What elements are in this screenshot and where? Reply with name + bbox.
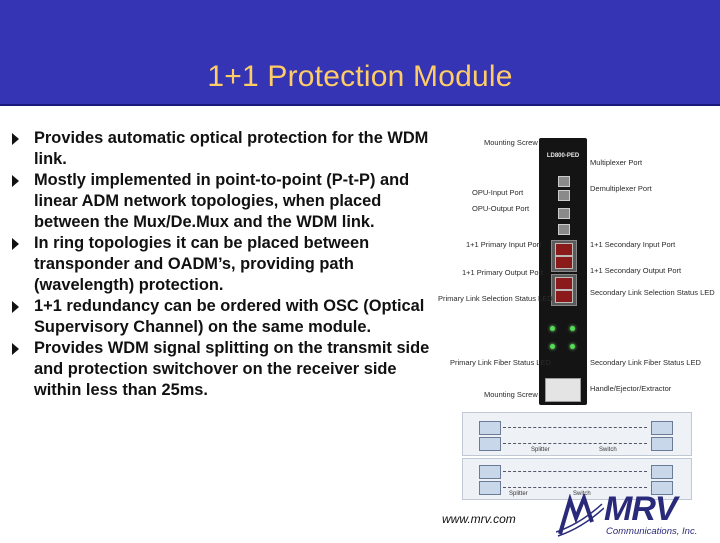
- opu-input-port: [558, 208, 570, 219]
- schematic-box: [479, 481, 501, 495]
- schematic-box: [651, 437, 673, 451]
- splitter-label: Splitter: [509, 491, 528, 497]
- mounting-screw-top-label: Mounting Screw: [484, 138, 538, 147]
- handle-label: Handle/Ejector/Extractor: [590, 384, 672, 393]
- multiplexer-port-label: Multiplexer Port: [590, 158, 643, 167]
- mrv-swoosh-icon: [556, 494, 604, 538]
- secondary-link-led-label: Secondary Link Selection Status LED: [590, 288, 715, 297]
- opu-output-port-label: OPU-Output Port: [472, 204, 530, 213]
- bullet-item: [8, 338, 438, 401]
- opu-output-port: [558, 224, 570, 235]
- module-label: LD800-PED: [546, 153, 580, 159]
- title-bar: [0, 0, 720, 106]
- mrv-logo: [556, 490, 698, 538]
- bullet-item: [8, 170, 438, 233]
- secondary-select-led: [570, 326, 575, 331]
- website-url: www.mrv.com: [442, 512, 516, 526]
- bullet-list: [8, 128, 438, 401]
- bullet-text: Provides WDM signal splitting on the transmit side and protection switchover on the receiver side within less than 25ms.: [34, 339, 430, 399]
- switch-label: Switch: [599, 447, 617, 453]
- schematic-box: [479, 421, 501, 435]
- logo-text: MRV: [604, 490, 677, 528]
- secondary-output-port-label: 1+1 Secondary Output Port: [590, 266, 682, 275]
- bullet-arrow-icon: [12, 343, 19, 355]
- primary-input-connector: [551, 240, 577, 272]
- fiber-line: [503, 427, 647, 428]
- bullet-item: [8, 296, 438, 338]
- bullet-text: 1+1 redundancy can be ordered with OSC (Optical Supervisory Channel) on the same module.: [34, 297, 425, 336]
- logo-subtitle: Communications, Inc.: [606, 526, 698, 537]
- mounting-screw-bottom-label: Mounting Screw: [484, 390, 538, 399]
- primary-input-port-label: 1+1 Primary Input Port: [466, 240, 542, 249]
- demultiplexer-port-label: Demultiplexer Port: [590, 184, 652, 193]
- primary-link-led-label: Primary Link Selection Status LED: [438, 294, 553, 303]
- bullet-item: [8, 128, 438, 170]
- bullet-item: [8, 233, 438, 296]
- slide-title: 1+1 Protection Module: [207, 60, 513, 93]
- module-diagram: [436, 130, 715, 410]
- fiber-line: [503, 443, 647, 444]
- mux-port: [558, 176, 570, 187]
- title-divider: [0, 104, 720, 106]
- schematic-top: [462, 412, 692, 456]
- switch-label: Switch: [573, 491, 591, 497]
- bullet-arrow-icon: [12, 175, 19, 187]
- secondary-fiber-led: [570, 344, 575, 349]
- schematic-box: [479, 437, 501, 451]
- schematic-box: [479, 465, 501, 479]
- bullet-text: Provides automatic optical protection for the WDM link.: [34, 129, 429, 168]
- primary-fiber-led-label: Primary Link Fiber Status LED: [450, 358, 551, 367]
- schematic-box: [651, 421, 673, 435]
- bullet-arrow-icon: [12, 133, 19, 145]
- primary-output-connector: [551, 274, 577, 306]
- bullet-text: Mostly implemented in point-to-point (P-t-P) and linear ADM network topologies, when placed between the Mux/De.Mux and the WDM link.: [34, 171, 410, 231]
- splitter-label: Splitter: [531, 447, 550, 453]
- bullet-arrow-icon: [12, 238, 19, 250]
- handle-extractor: [545, 378, 581, 402]
- primary-output-port-label: 1+1 Primary Output Port: [462, 268, 544, 277]
- primary-fiber-led: [550, 344, 555, 349]
- secondary-fiber-led-label: Secondary Link Fiber Status LED: [590, 358, 701, 367]
- fiber-line: [503, 471, 647, 472]
- demux-port: [558, 190, 570, 201]
- bullet-text: In ring topologies it can be placed between transponder and OADM’s, providing path (wavelength) protection.: [34, 234, 370, 294]
- primary-select-led: [550, 326, 555, 331]
- opu-input-port-label: OPU-Input Port: [472, 188, 524, 197]
- fiber-line: [503, 487, 647, 488]
- schematic-box: [651, 465, 673, 479]
- bullet-arrow-icon: [12, 301, 19, 313]
- secondary-input-port-label: 1+1 Secondary Input Port: [590, 240, 676, 249]
